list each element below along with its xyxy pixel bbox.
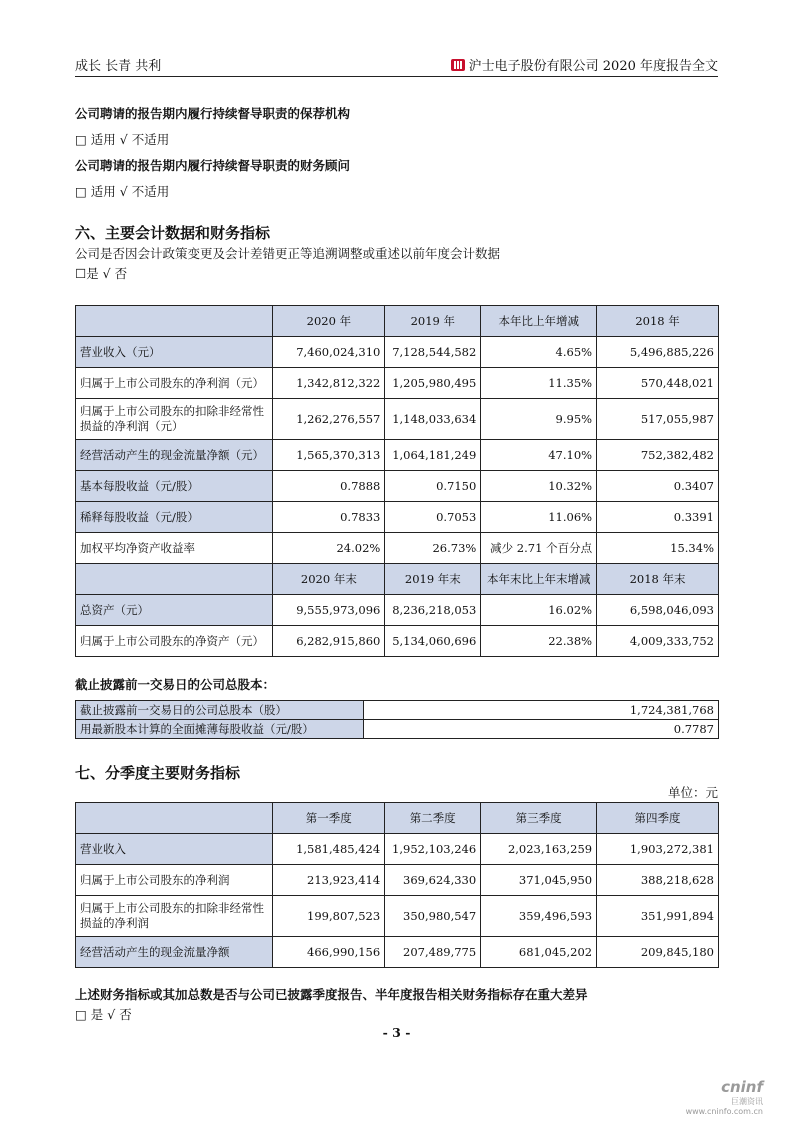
row-value: 5,134,060,696 (385, 626, 481, 657)
section6-answer: ☐是 √ 否 (75, 266, 128, 281)
row-value: 减少 2.71 个百分点 (481, 533, 597, 564)
table-header-row (76, 803, 719, 834)
row-value: 207,489,775 (385, 937, 481, 968)
row-value: 9.95% (481, 399, 597, 440)
column-header: 本年末比上年末增减 (481, 564, 597, 595)
table-row (76, 937, 719, 968)
column-header: 第四季度 (597, 803, 719, 834)
row-value: 11.35% (481, 368, 597, 399)
row-value: 1,064,181,249 (385, 440, 481, 471)
row-value: 2,023,163,259 (481, 834, 597, 865)
row-value: 199,807,523 (273, 896, 385, 937)
table-row (76, 701, 719, 720)
difference-answer: □ 是 √ 否 (75, 1007, 132, 1022)
row-value: 0.7888 (273, 471, 385, 502)
column-header: 2019 年末 (385, 564, 481, 595)
header-title-group (451, 55, 718, 74)
row-value: 570,448,021 (597, 368, 719, 399)
row-value: 350,980,547 (385, 896, 481, 937)
row-value: 0.7053 (385, 502, 481, 533)
column-header: 第二季度 (385, 803, 481, 834)
table-row (76, 595, 719, 626)
unit-label: 单位：元 (667, 785, 718, 800)
row-label: 归属于上市公司股东的扣除非经常性损益的净利润 (76, 896, 273, 937)
row-value: 0.3391 (597, 502, 719, 533)
header-corner-cell (76, 803, 273, 834)
row-label: 用最新股本计算的全面摊薄每股收益（元/股） (76, 720, 364, 739)
row-value: 752,382,482 (597, 440, 719, 471)
row-value: 5,496,885,226 (597, 337, 719, 368)
row-value: 10.32% (481, 471, 597, 502)
row-value: 26.73% (385, 533, 481, 564)
row-label: 经营活动产生的现金流量净额（元） (76, 440, 273, 471)
row-value: 0.7833 (273, 502, 385, 533)
row-value: 466,990,156 (273, 937, 385, 968)
table-row (76, 337, 719, 368)
column-header: 2018 年末 (597, 564, 719, 595)
share-capital-title: 截止披露前一交易日的公司总股本： (75, 677, 276, 692)
row-value: 8,236,218,053 (385, 595, 481, 626)
watermark-cn: 巨潮资讯 (731, 1097, 763, 1106)
difference-question: 上述财务指标或其加总数是否与公司已披露季度报告、半年度报告相关财务指标存在重大差异 (75, 987, 588, 1002)
row-value: 351,991,894 (597, 896, 719, 937)
row-value: 9,555,973,096 (273, 595, 385, 626)
row-value: 0.7150 (385, 471, 481, 502)
row-value: 209,845,180 (597, 937, 719, 968)
watermark-brand: cninf (721, 1078, 763, 1096)
page-number: - 3 - (382, 1025, 411, 1040)
row-value: 0.7787 (363, 720, 718, 739)
row-label: 总资产（元） (76, 595, 273, 626)
row-value: 0.3407 (597, 471, 719, 502)
row-value: 22.38% (481, 626, 597, 657)
table-row (76, 502, 719, 533)
table-row (76, 834, 719, 865)
row-value: 1,952,103,246 (385, 834, 481, 865)
table-row (76, 533, 719, 564)
table-row (76, 399, 719, 440)
sponsor-question: 公司聘请的报告期内履行持续督导职责的保荐机构 (75, 106, 351, 121)
header-slogan: 成长 长青 共利 (75, 59, 162, 74)
table-header-row-yearend (76, 564, 719, 595)
row-value: 16.02% (481, 595, 597, 626)
row-value: 369,624,330 (385, 865, 481, 896)
share-capital-table (75, 700, 719, 739)
table-row (76, 440, 719, 471)
row-value: 1,903,272,381 (597, 834, 719, 865)
row-value: 1,581,485,424 (273, 834, 385, 865)
column-header: 第三季度 (481, 803, 597, 834)
column-header: 2020 年末 (273, 564, 385, 595)
table-header-row (76, 306, 719, 337)
row-value: 1,342,812,322 (273, 368, 385, 399)
row-label: 归属于上市公司股东的净资产（元） (76, 626, 273, 657)
row-value: 388,218,628 (597, 865, 719, 896)
table-row (76, 368, 719, 399)
row-label: 加权平均净资产收益率 (76, 533, 273, 564)
header-corner-cell (76, 306, 273, 337)
table-row (76, 720, 719, 739)
main-financial-table (75, 305, 719, 657)
row-value: 6,598,046,093 (597, 595, 719, 626)
header-company-title: 沪士电子股份有限公司 2020 年度报告全文 (468, 59, 718, 74)
row-value: 1,724,381,768 (363, 701, 718, 720)
row-value: 7,128,544,582 (385, 337, 481, 368)
row-value: 24.02% (273, 533, 385, 564)
section6-question: 公司是否因会计政策变更及会计差错更正等追溯调整或重述以前年度会计数据 (75, 246, 501, 261)
advisor-answer: □ 适用 √ 不适用 (75, 184, 170, 199)
row-label: 归属于上市公司股东的净利润 (76, 865, 273, 896)
quarterly-table (75, 802, 719, 968)
row-value: 213,923,414 (273, 865, 385, 896)
row-value: 47.10% (481, 440, 597, 471)
sponsor-answer: □ 适用 √ 不适用 (75, 132, 170, 147)
section7-title: 七、分季度主要财务指标 (75, 764, 241, 782)
row-value: 15.34% (597, 533, 719, 564)
row-value: 359,496,593 (481, 896, 597, 937)
column-header: 本年比上年增减 (481, 306, 597, 337)
row-label: 营业收入 (76, 834, 273, 865)
table-row (76, 896, 719, 937)
row-label: 基本每股收益（元/股） (76, 471, 273, 502)
row-value: 1,205,980,495 (385, 368, 481, 399)
column-header: 2020 年 (273, 306, 385, 337)
row-value: 517,055,987 (597, 399, 719, 440)
row-label: 稀释每股收益（元/股） (76, 502, 273, 533)
column-header: 第一季度 (273, 803, 385, 834)
row-value: 371,045,950 (481, 865, 597, 896)
header-corner-cell (76, 564, 273, 595)
table-row (76, 626, 719, 657)
company-logo-icon (451, 58, 465, 72)
row-value: 6,282,915,860 (273, 626, 385, 657)
row-label: 经营活动产生的现金流量净额 (76, 937, 273, 968)
column-header: 2018 年 (597, 306, 719, 337)
row-value: 1,262,276,557 (273, 399, 385, 440)
row-value: 4.65% (481, 337, 597, 368)
row-value: 681,045,202 (481, 937, 597, 968)
cninfo-watermark (686, 1078, 763, 1116)
row-label: 营业收入（元） (76, 337, 273, 368)
advisor-question: 公司聘请的报告期内履行持续督导职责的财务顾问 (75, 158, 351, 173)
page-header (75, 50, 718, 77)
row-value: 11.06% (481, 502, 597, 533)
watermark-url: www.cninfo.com.cn (685, 1107, 763, 1116)
row-label: 归属于上市公司股东的扣除非经常性损益的净利润（元） (76, 399, 273, 440)
row-value: 1,148,033,634 (385, 399, 481, 440)
row-label: 截止披露前一交易日的公司总股本（股） (76, 701, 364, 720)
table-row (76, 471, 719, 502)
row-label: 归属于上市公司股东的净利润（元） (76, 368, 273, 399)
section6-title: 六、主要会计数据和财务指标 (75, 224, 271, 242)
column-header: 2019 年 (385, 306, 481, 337)
row-value: 7,460,024,310 (273, 337, 385, 368)
table-row (76, 865, 719, 896)
row-value: 1,565,370,313 (273, 440, 385, 471)
row-value: 4,009,333,752 (597, 626, 719, 657)
